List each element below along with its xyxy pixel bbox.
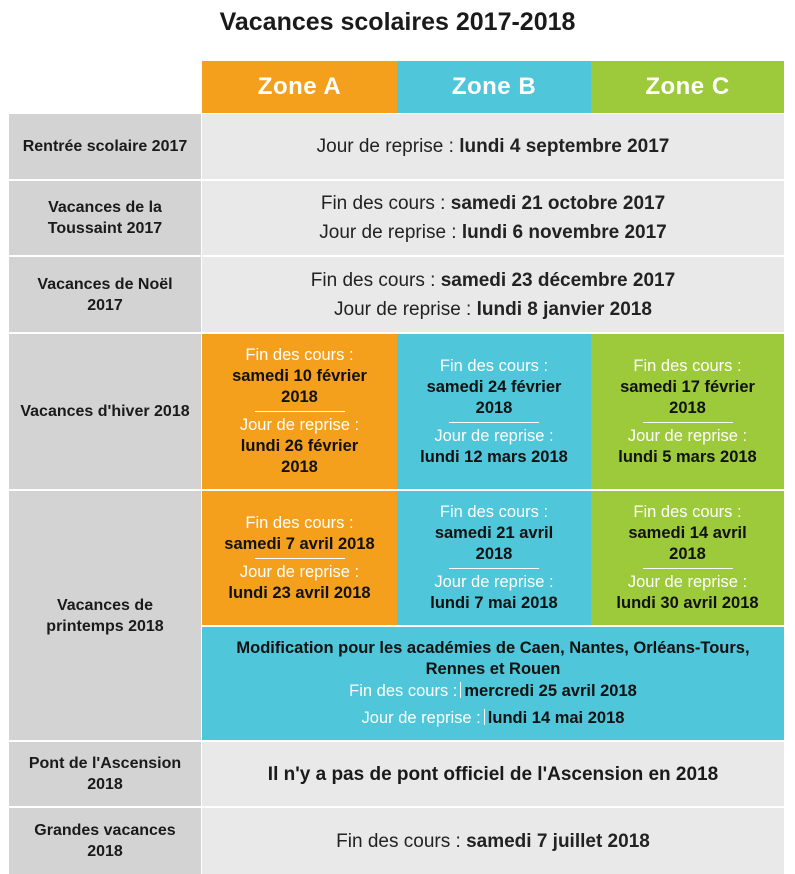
reprise-prefix: Jour de reprise : [316, 136, 454, 157]
reprise-prefix: Jour de reprise : [627, 426, 748, 445]
reprise-prefix: Jour de reprise : [434, 426, 554, 445]
fin-value-l2: 2018 [281, 388, 318, 406]
printemps-modification [202, 627, 784, 740]
fin-prefix: Fin des cours : [633, 503, 742, 521]
printemps-zone-c [591, 491, 784, 625]
divider [484, 709, 485, 725]
fin-value-l1: samedi 14 avril [628, 524, 747, 542]
fin-value: samedi 21 octobre 2017 [450, 193, 666, 214]
reprise-value: lundi 6 novembre 2017 [461, 222, 667, 243]
row-label-ascension: Pont de l'Ascension 2018 [9, 742, 201, 806]
toussaint-reprise-line [319, 218, 666, 247]
grandes-content [202, 808, 784, 874]
fin-prefix: Fin des cours : [310, 269, 436, 291]
printemps-zone-b [397, 491, 591, 625]
hiver-zone-a [202, 334, 397, 489]
fin-value-l1: samedi 24 février [426, 377, 562, 396]
reprise-value-l1: lundi 23 avril 2018 [228, 583, 371, 602]
reprise-prefix: Jour de reprise : [434, 573, 554, 591]
ascension-content: Il n'y a pas de pont officiel de l'Ascension en 2018 [202, 742, 784, 806]
fin-value-l1: samedi 21 avril [434, 524, 554, 542]
reprise-value-l2: 2018 [281, 458, 318, 476]
modification-reprise-line [362, 708, 625, 729]
row-label-rentree: Rentrée scolaire 2017 [9, 114, 201, 179]
toussaint-fin-line [321, 189, 665, 218]
reprise-prefix: Jour de reprise : [319, 222, 457, 243]
row-label-grandes: Grandes vacances 2018 [9, 808, 201, 874]
reprise-value: lundi 4 septembre 2017 [459, 136, 670, 157]
fin-value-l1: samedi 10 février [232, 367, 367, 385]
fin-value: mercredi 25 avril 2018 [464, 682, 637, 700]
fin-prefix: Fin des cours : [336, 830, 461, 852]
fin-prefix: Fin des cours : [320, 193, 446, 214]
reprise-prefix: Jour de reprise : [239, 562, 360, 581]
rentree-reprise-line [317, 132, 670, 161]
fin-value-l2: 2018 [669, 545, 706, 563]
reprise-value: lundi 8 janvier 2018 [476, 298, 652, 320]
fin-value-l1: samedi 17 février [620, 377, 755, 396]
row-label-printemps: Vacances de printemps 2018 [9, 491, 201, 740]
reprise-value-l1: lundi 26 février [240, 437, 359, 455]
divider [255, 558, 345, 559]
hiver-zone-c [591, 334, 784, 489]
reprise-value-l1: lundi 5 mars 2018 [618, 447, 757, 466]
divider [255, 411, 345, 412]
fin-value-l2: 2018 [475, 545, 513, 563]
printemps-zone-a [202, 491, 397, 625]
fin-value-l2: 2018 [669, 398, 706, 417]
row-label-hiver: Vacances d'hiver 2018 [9, 334, 201, 489]
row-label-noel: Vacances de Noël 2017 [9, 257, 201, 332]
rentree-content [202, 114, 784, 179]
reprise-value-l1: lundi 12 mars 2018 [420, 447, 568, 466]
zone-b-header: Zone B [397, 61, 591, 113]
modification-fin-line [349, 681, 637, 702]
noel-reprise-line [334, 295, 652, 324]
hiver-zone-b [397, 334, 591, 489]
fin-prefix: Fin des cours : [349, 682, 458, 700]
fin-prefix: Fin des cours : [633, 356, 742, 375]
modification-title-l2: Rennes et Rouen [425, 660, 561, 678]
divider [449, 568, 539, 569]
noel-fin-line [311, 266, 675, 295]
grandes-fin-line [336, 827, 650, 856]
reprise-prefix: Jour de reprise : [361, 709, 481, 727]
fin-value-l1: samedi 7 avril 2018 [224, 534, 375, 553]
fin-value-l2: 2018 [475, 398, 513, 417]
noel-content [202, 257, 784, 332]
fin-prefix: Fin des cours : [439, 503, 549, 521]
fin-prefix: Fin des cours : [439, 356, 549, 375]
reprise-value: lundi 14 mai 2018 [487, 709, 625, 727]
reprise-prefix: Jour de reprise : [239, 416, 360, 434]
row-label-toussaint: Vacances de la Toussaint 2017 [9, 181, 201, 255]
reprise-prefix: Jour de reprise : [627, 573, 748, 591]
fin-value: samedi 7 juillet 2018 [466, 830, 650, 852]
fin-prefix: Fin des cours : [245, 346, 354, 364]
toussaint-content [202, 181, 784, 255]
divider [643, 422, 733, 423]
page-title: Vacances scolaires 2017-2018 [219, 8, 576, 36]
divider [449, 422, 539, 423]
divider [460, 682, 461, 698]
modification-title-l1: Modification pour les académies de Caen, Nantes, Orléans-Tours, [236, 639, 750, 657]
zone-a-header: Zone A [202, 61, 397, 113]
divider [643, 568, 733, 569]
fin-value: samedi 23 décembre 2017 [440, 269, 676, 291]
reprise-value-l1: lundi 7 mai 2018 [430, 594, 558, 612]
fin-prefix: Fin des cours : [245, 513, 354, 532]
zone-c-header: Zone C [591, 61, 784, 113]
reprise-prefix: Jour de reprise : [334, 298, 472, 320]
reprise-value-l1: lundi 30 avril 2018 [616, 594, 759, 612]
